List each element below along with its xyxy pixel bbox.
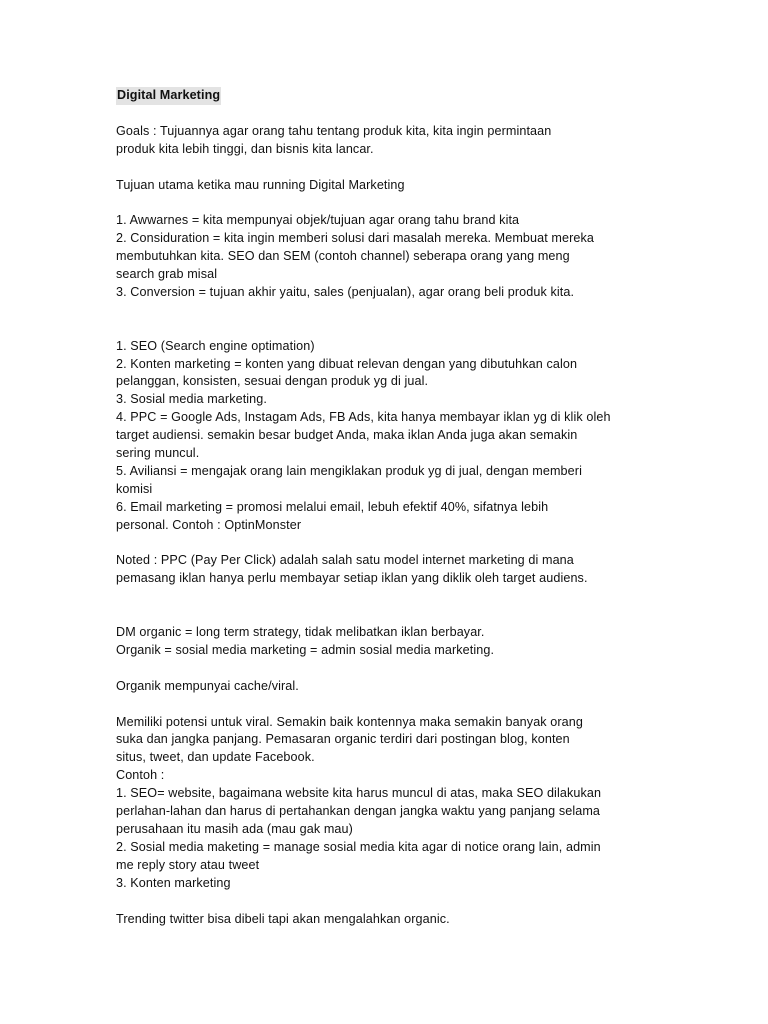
- text-line: suka dan jangka panjang. Pemasaran organic terdiri dari postingan blog, konten: [116, 732, 570, 747]
- blank-line: [116, 660, 661, 678]
- text-line: situs, tweet, dan update Facebook.: [116, 750, 315, 765]
- text-line: search grab misal: [116, 267, 218, 282]
- blank-line: [116, 302, 661, 320]
- document-lines: [116, 105, 661, 929]
- text-line: Goals : Tujuannya agar orang tahu tentang produk kita, kita ingin permintaan: [116, 123, 552, 138]
- text-line: 2. Considuration = kita ingin memberi solusi dari masalah mereka. Membuat mereka: [116, 231, 595, 246]
- text-line: 1. Awwarnes = kita mempunyai objek/tujuan agar orang tahu brand kita: [116, 213, 520, 228]
- blank-line: [116, 105, 661, 123]
- text-line: Organik mempunyai cache/viral.: [116, 678, 299, 693]
- blank-line: [116, 535, 661, 553]
- text-line: sering muncul.: [116, 446, 200, 461]
- text-line: target audiensi. semakin besar budget Anda, maka iklan Anda juga akan semakin: [116, 428, 578, 443]
- blank-line: [116, 159, 661, 177]
- blank-line: [116, 320, 661, 338]
- text-line: produk kita lebih tinggi, dan bisnis kita lancar.: [116, 141, 374, 156]
- text-line: perusahaan itu masih ada (mau gak mau): [116, 822, 353, 836]
- blank-line: [116, 588, 661, 606]
- text-line: perlahan-lahan dan harus di pertahankan dengan jangka waktu yang panjang selama: [116, 804, 601, 819]
- text-line: Noted : PPC (Pay Per Click) adalah salah satu model internet marketing di mana: [116, 553, 574, 568]
- text-line: 3. Conversion = tujuan akhir yaitu, sales (penjualan), agar orang beli produk kita.: [116, 284, 575, 299]
- text-line: Organik = sosial media marketing = admin sosial media marketing.: [116, 642, 495, 657]
- text-line: 3. Sosial media marketing.: [116, 392, 267, 407]
- document-body: [116, 87, 661, 928]
- text-line: me reply story atau tweet: [116, 857, 260, 872]
- text-line: Contoh :: [116, 768, 165, 783]
- text-line: pelanggan, konsisten, sesuai dengan produk yg di jual.: [116, 374, 429, 389]
- text-line: Tujuan utama ketika mau running Digital Marketing: [116, 177, 405, 192]
- text-line: 6. Email marketing = promosi melalui email, lebuh efektif 40%, sifatnya lebih: [116, 499, 549, 514]
- blank-line: [116, 194, 661, 212]
- text-line: membutuhkan kita. SEO dan SEM (contoh channel) seberapa orang yang meng: [116, 249, 570, 264]
- text-line: 1. SEO (Search engine optimation): [116, 338, 315, 353]
- document-title: Digital Marketing: [116, 87, 221, 105]
- text-line: personal. Contoh : OptinMonster: [116, 517, 302, 532]
- text-line: DM organic = long term strategy, tidak melibatkan iklan berbayar.: [116, 625, 485, 640]
- text-line: 5. Aviliansi = mengajak orang lain mengiklakan produk yg di jual, dengan memberi: [116, 463, 582, 478]
- text-line: Memiliki potensi untuk viral. Semakin baik kontennya maka semakin banyak orang: [116, 714, 583, 729]
- text-line: pemasang iklan hanya perlu membayar setiap iklan yang diklik oleh target audiens.: [116, 571, 588, 586]
- text-line: 2. Sosial media maketing = manage sosial media kita agar di notice orang lain, admin: [116, 839, 601, 854]
- text-line: komisi: [116, 481, 153, 496]
- text-line: 3. Konten marketing: [116, 875, 231, 890]
- blank-line: [116, 696, 661, 714]
- blank-line: [116, 893, 661, 911]
- text-line: 1. SEO= website, bagaimana website kita harus muncul di atas, maka SEO dilakukan: [116, 786, 602, 801]
- text-line: Trending twitter bisa dibeli tapi akan mengalahkan organic.: [116, 911, 450, 926]
- text-line: 2. Konten marketing = konten yang dibuat relevan dengan yang dibutuhkan calon: [116, 356, 578, 371]
- blank-line: [116, 606, 661, 624]
- text-line: 4. PPC = Google Ads, Instagam Ads, FB Ads, kita hanya membayar iklan yg di klik oleh: [116, 410, 611, 425]
